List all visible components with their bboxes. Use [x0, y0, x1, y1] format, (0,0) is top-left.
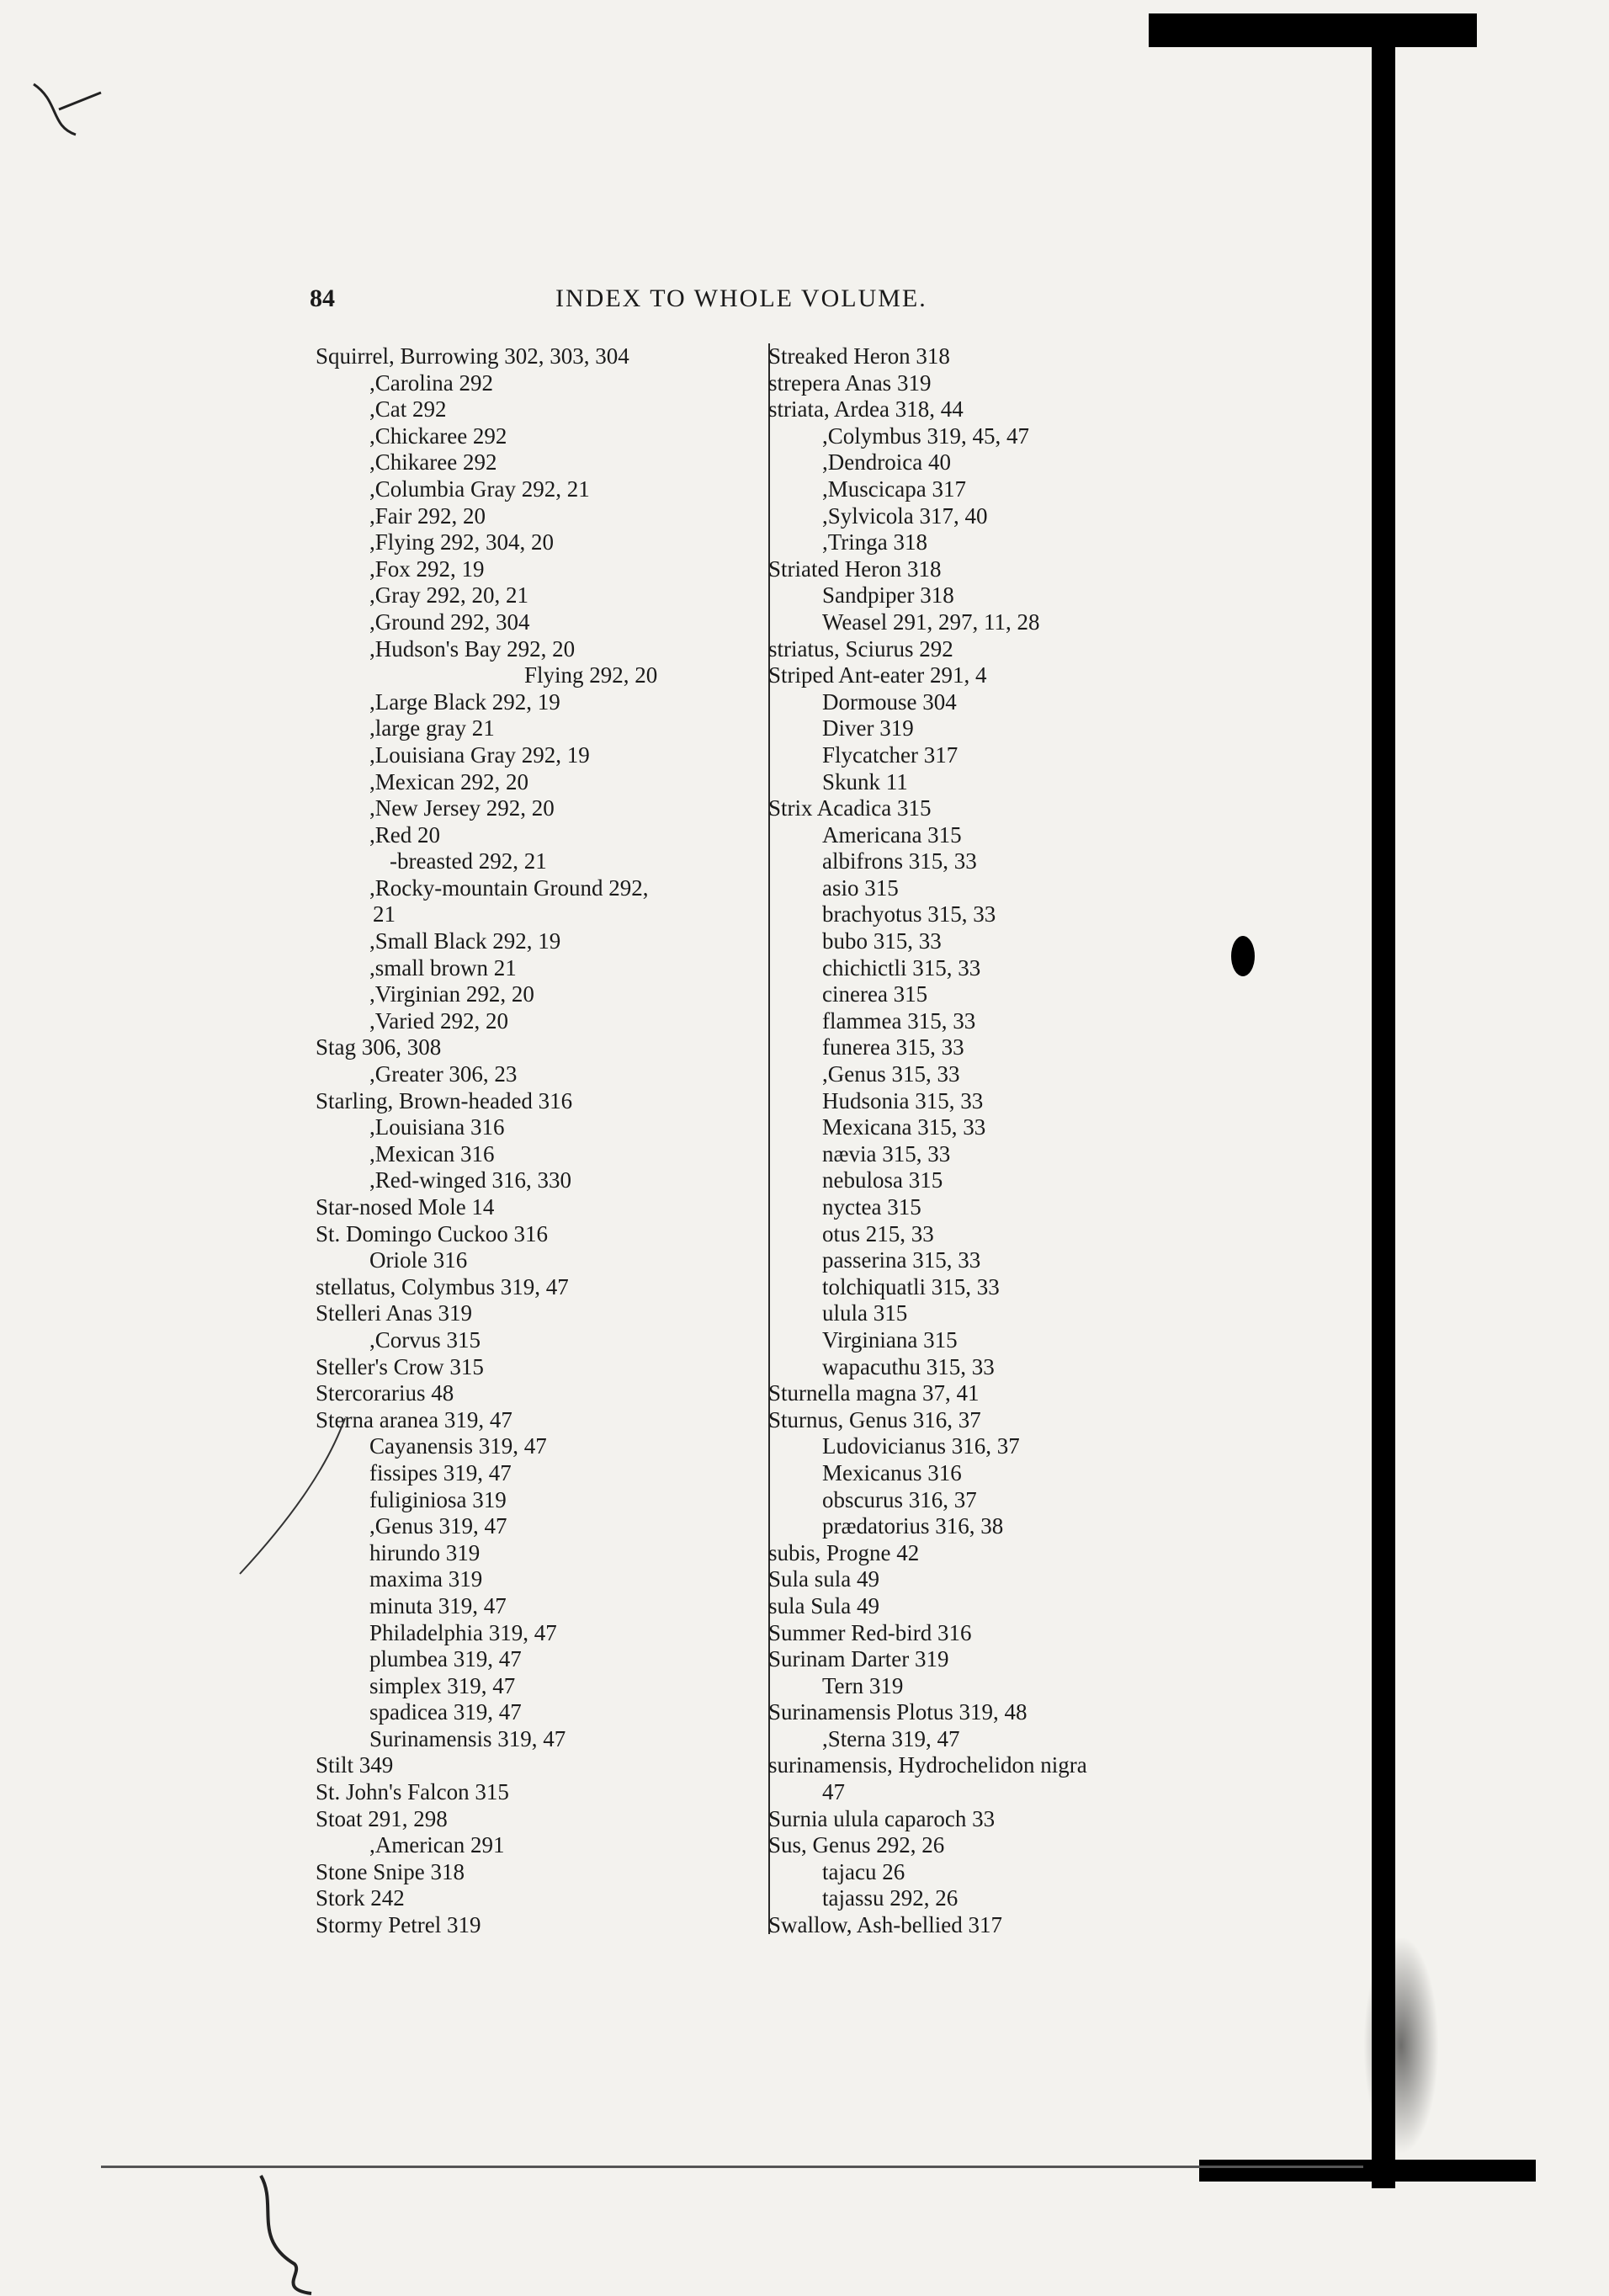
index-entry: ,Genus 319, 47 [369, 1513, 507, 1539]
index-entry: ,Small Black 292, 19 [369, 928, 561, 954]
index-entry: St. John's Falcon 315 [316, 1779, 509, 1805]
ink-spot [1231, 936, 1255, 976]
index-entry: cinerea 315 [822, 981, 928, 1007]
index-entry: -breasted 292, 21 [390, 848, 547, 874]
index-entry: ,large gray 21 [369, 715, 495, 741]
index-entry: spadicea 319, 47 [369, 1699, 522, 1725]
page-bottom-edge [101, 2166, 1363, 2168]
running-head: INDEX TO WHOLE VOLUME. [555, 284, 927, 312]
index-entry: funerea 315, 33 [822, 1034, 964, 1060]
index-entry: Squirrel, Burrowing 302, 303, 304 [316, 343, 629, 369]
index-entry: ,Red-winged 316, 330 [369, 1167, 571, 1193]
index-entry: ,Chickaree 292 [369, 423, 507, 449]
ink-smudge [1363, 1936, 1439, 2155]
index-entry: albifrons 315, 33 [822, 848, 977, 874]
index-entry: Dormouse 304 [822, 688, 957, 715]
index-column-left [316, 343, 762, 1939]
index-entry: Philadelphia 319, 47 [369, 1619, 557, 1645]
index-entry: tajassu 292, 26 [822, 1885, 958, 1911]
index-entry: Skunk 11 [822, 768, 908, 795]
page-header [0, 284, 1094, 327]
index-entry: ,Greater 306, 23 [369, 1061, 518, 1087]
index-entry: Sterna aranea 319, 47 [316, 1406, 512, 1432]
index-entry: ,Fair 292, 20 [369, 502, 486, 529]
index-entry: Weasel 291, 297, 11, 28 [822, 609, 1040, 635]
index-entry: ,Columbia Gray 292, 21 [369, 476, 590, 502]
index-entry: brachyotus 315, 33 [822, 901, 996, 927]
index-entry: Stork 242 [316, 1885, 405, 1911]
index-entry: Strix Acadica 315 [768, 795, 932, 821]
index-entry: plumbea 319, 47 [369, 1646, 522, 1672]
index-entry: ,Dendroica 40 [822, 449, 951, 476]
index-entry: Surinamensis 319, 47 [369, 1725, 566, 1751]
index-entry: stellatus, Colymbus 319, 47 [316, 1273, 569, 1299]
scan-bar-top [1149, 13, 1477, 47]
index-entry: fuliginiosa 319 [369, 1486, 507, 1512]
index-entry: ,Sterna 319, 47 [822, 1725, 960, 1751]
index-entry: Sturnella magna 37, 41 [768, 1380, 980, 1406]
index-entry: tajacu 26 [822, 1858, 905, 1884]
index-entry: Diver 319 [822, 715, 914, 741]
corner-scribble-top [25, 76, 109, 143]
index-entry: Summer Red-bird 316 [768, 1619, 972, 1645]
index-entry: Tern 319 [822, 1672, 904, 1698]
index-entry: ulula 315 [822, 1300, 908, 1326]
index-entry: obscurus 316, 37 [822, 1486, 977, 1512]
page-number: 84 [310, 284, 335, 312]
index-entry: Stilt 349 [316, 1752, 394, 1778]
index-entry: Surinam Darter 319 [768, 1646, 949, 1672]
index-entry: asio 315 [822, 874, 899, 901]
index-entry: simplex 319, 47 [369, 1672, 516, 1698]
index-entry: ,small brown 21 [369, 954, 517, 981]
index-entry: Mexicanus 316 [822, 1459, 962, 1485]
index-entry: Stelleri Anas 319 [316, 1300, 472, 1326]
index-entry: tolchiquatli 315, 33 [822, 1273, 1000, 1299]
index-entry: ,Mexican 316 [369, 1140, 495, 1167]
index-entry: Steller's Crow 315 [316, 1353, 484, 1379]
index-entry: Stoat 291, 298 [316, 1805, 448, 1831]
index-entry: nyctea 315 [822, 1194, 921, 1220]
index-entry: chichictli 315, 33 [822, 954, 981, 981]
index-entry: ,American 291 [369, 1832, 505, 1858]
index-entry: ,Virginian 292, 20 [369, 981, 534, 1007]
index-entry: Starling, Brown-headed 316 [316, 1087, 573, 1113]
index-entry: Sandpiper 318 [822, 582, 954, 609]
index-entry: Cayanensis 319, 47 [369, 1433, 547, 1459]
index-entry: Ludovicianus 316, 37 [822, 1433, 1020, 1459]
index-entry: minuta 319, 47 [369, 1592, 507, 1618]
index-entry: Sula sula 49 [768, 1566, 879, 1592]
index-entry: Stormy Petrel 319 [316, 1912, 481, 1938]
index-entry: flammea 315, 33 [822, 1007, 976, 1034]
index-entry: Stag 306, 308 [316, 1034, 442, 1060]
index-entry: hirundo 319 [369, 1539, 481, 1565]
pencil-mark-stroke [236, 1414, 353, 1582]
index-entry: ,Cat 292 [369, 396, 447, 423]
index-entry: Streaked Heron 318 [768, 343, 950, 369]
index-entry: ,Hudson's Bay 292, 20 [369, 635, 576, 662]
index-entry: ,New Jersey 292, 20 [369, 795, 555, 821]
index-entry: ,Chikaree 292 [369, 449, 497, 476]
index-entry: striata, Ardea 318, 44 [768, 396, 964, 423]
index-entry: Americana 315 [822, 821, 962, 848]
index-entry: Virginiana 315 [822, 1326, 958, 1353]
index-entry: Hudsonia 315, 33 [822, 1087, 984, 1113]
index-entry: ,Gray 292, 20, 21 [369, 582, 528, 609]
index-entry: striatus, Sciurus 292 [768, 635, 953, 662]
index-entry: ,Sylvicola 317, 40 [822, 502, 988, 529]
index-entry: prædatorius 316, 38 [822, 1513, 1004, 1539]
index-entry: Star-nosed Mole 14 [316, 1194, 495, 1220]
index-entry: ,Flying 292, 304, 20 [369, 529, 555, 555]
index-entry: ,Louisiana 316 [369, 1114, 505, 1140]
index-entry: Surinamensis Plotus 319, 48 [768, 1699, 1028, 1725]
index-entry: ,Large Black 292, 19 [369, 688, 560, 715]
index-entry: ,Muscicapa 317 [822, 476, 966, 502]
index-entry: ,Mexican 292, 20 [369, 768, 528, 795]
index-entry: ,Red 20 [369, 821, 440, 848]
index-entry: Oriole 316 [369, 1247, 468, 1273]
corner-scribble-bottom [244, 2171, 337, 2296]
scan-bar-vertical [1372, 34, 1395, 2188]
index-entry: Sus, Genus 292, 26 [768, 1832, 945, 1858]
index-entry: ,Rocky-mountain Ground 292, [369, 874, 649, 901]
index-entry: maxima 319 [369, 1566, 483, 1592]
index-entry: 21 [373, 901, 396, 927]
index-entry: ,Corvus 315 [369, 1326, 481, 1353]
index-entry: Surnia ulula caparoch 33 [768, 1805, 996, 1831]
index-entry: fissipes 319, 47 [369, 1459, 512, 1485]
index-entry: Stone Snipe 318 [316, 1858, 465, 1884]
index-entry: wapacuthu 315, 33 [822, 1353, 995, 1379]
index-entry: nævia 315, 33 [822, 1140, 951, 1167]
index-entry: otus 215, 33 [822, 1220, 934, 1246]
index-entry: bubo 315, 33 [822, 928, 942, 954]
index-entry: Swallow, Ash-bellied 317 [768, 1912, 1002, 1938]
index-entry: ,Varied 292, 20 [369, 1007, 508, 1034]
index-entry: ,Genus 315, 33 [822, 1061, 960, 1087]
index-entry: Striped Ant-eater 291, 4 [768, 662, 987, 688]
index-entry: sula Sula 49 [768, 1592, 879, 1618]
index-entry: passerina 315, 33 [822, 1247, 981, 1273]
index-entry: Mexicana 315, 33 [822, 1114, 986, 1140]
index-entry: Flying 292, 20 [524, 662, 658, 688]
index-entry: ,Tringa 318 [822, 529, 928, 555]
index-entry: subis, Progne 42 [768, 1539, 920, 1565]
index-entry: St. Domingo Cuckoo 316 [316, 1220, 549, 1246]
index-entry: ,Carolina 292 [369, 369, 493, 396]
index-entry: ,Colymbus 319, 45, 47 [822, 423, 1030, 449]
scan-bar-bottom [1199, 2160, 1536, 2182]
index-entry: Stercorarius 48 [316, 1380, 454, 1406]
index-entry: surinamensis, Hydrochelidon nigra [768, 1752, 1087, 1778]
index-entry: 47 [822, 1779, 845, 1805]
index-entry: ,Ground 292, 304 [369, 609, 530, 635]
index-entry: Sturnus, Genus 316, 37 [768, 1406, 981, 1432]
index-entry: ,Fox 292, 19 [369, 555, 485, 582]
index-entry: Striated Heron 318 [768, 555, 942, 582]
index-entry: nebulosa 315 [822, 1167, 943, 1193]
index-entry: strepera Anas 319 [768, 369, 932, 396]
index-entry: Flycatcher 317 [822, 741, 958, 768]
index-entry: ,Louisiana Gray 292, 19 [369, 741, 590, 768]
index-column-middle [768, 343, 1189, 1939]
